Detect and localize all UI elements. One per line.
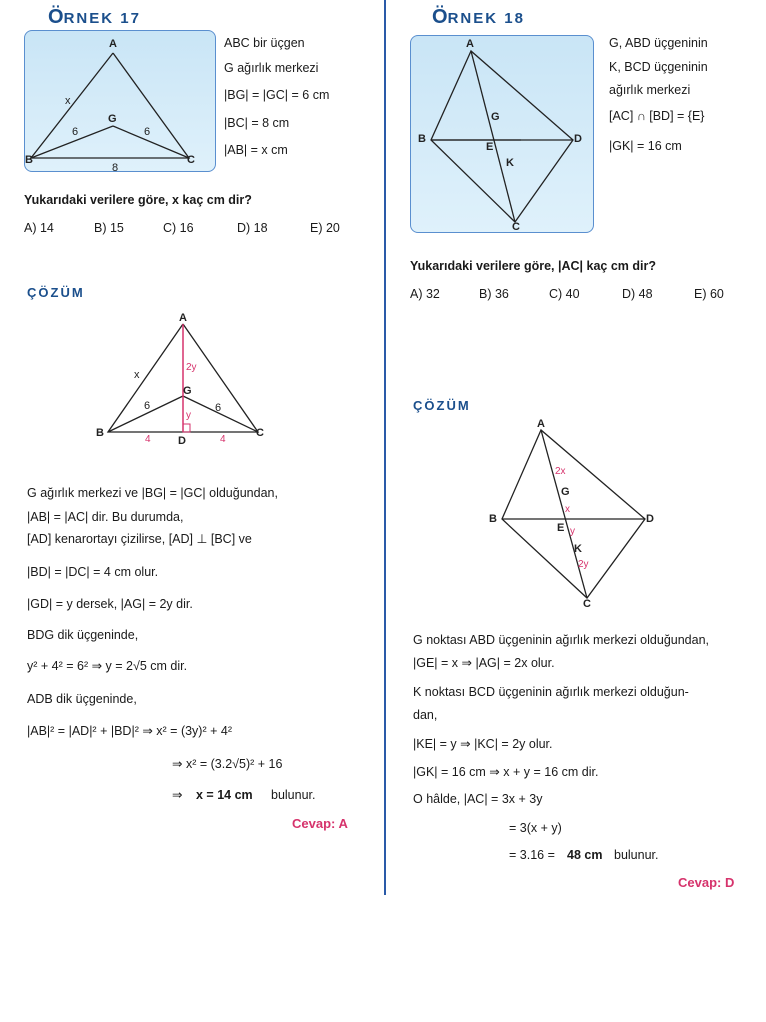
sol17-line-6: BDG dik üçgeninde,: [27, 628, 139, 642]
sol17-line-9: |AB|² = |AD|² + |BD|² ⇒ x² = (3y)² + 4²: [27, 724, 232, 738]
sol18-line-1: G noktası ABD üçgeninin ağırlık merkezi olduğundan,: [413, 633, 710, 647]
q-vertex-a: A: [466, 38, 474, 50]
example-18-title: ÖRNEK 18: [432, 6, 525, 28]
sol18-line-8: = 3(x + y): [509, 821, 562, 835]
sol-side-x: x: [134, 369, 140, 381]
s-vertex-b: B: [489, 513, 497, 525]
sol17-line-2: |AB| = |AC| dir. Bu durumda,: [27, 510, 184, 524]
s-point-g: G: [561, 486, 570, 498]
sol18-line-7: O hâlde, |AC| = 3x + 3y: [413, 792, 543, 806]
sol17-line-8: ADB dik üçgeninde,: [27, 692, 137, 706]
sol-vertex-b: B: [96, 427, 104, 439]
option-d: D) 18: [237, 221, 268, 235]
sol17-line-5: |GD| = y dersek, |AG| = 2y dir.: [27, 597, 193, 611]
option-a: A) 14: [24, 221, 54, 235]
solution-17-title: ÇÖZÜM: [27, 285, 85, 300]
sol18-line-3: K noktası BCD üçgeninin ağırlık merkezi olduğun-: [413, 685, 689, 699]
vertex-a-label: A: [109, 38, 117, 50]
s-point-e: E: [557, 522, 565, 534]
quadrilateral-abcd-figure: [411, 36, 593, 232]
option-b: B) 15: [94, 221, 124, 235]
q-vertex-c: C: [512, 221, 520, 232]
sol17-arrow: ⇒: [172, 788, 183, 802]
given18-line-2: K, BCD üçgeninin: [609, 60, 708, 74]
sol-ag-2y: 2y: [186, 362, 197, 373]
solution-18-figure: [480, 416, 670, 611]
q-vertex-b: B: [418, 133, 426, 145]
question-17: Yukarıdaki verilere göre, x kaç cm dir?: [24, 193, 252, 207]
vertex-c-label: C: [187, 154, 195, 166]
sol17-line-10: ⇒ x² = (3.2√5)² + 16: [172, 757, 283, 771]
example-17-figure-box: [24, 30, 216, 172]
sol-point-d: D: [178, 435, 186, 447]
given-line-2: G ağırlık merkezi: [224, 61, 319, 75]
s-vertex-a: A: [537, 418, 545, 430]
example-18-figure-box: [410, 35, 594, 233]
sol17-result-suffix: bulunur.: [271, 788, 316, 802]
given18-line-1: G, ABD üçgeninin: [609, 36, 708, 50]
s-ge-x: x: [565, 504, 570, 515]
given-line-1: ABC bir üçgen: [224, 36, 305, 50]
s-ag-2x: 2x: [555, 466, 566, 477]
option18-b: B) 36: [479, 287, 509, 301]
sol18-line-5: |KE| = y ⇒ |KC| = 2y olur.: [413, 737, 553, 751]
given18-line-4: [AC] ∩ [BD] = {E}: [609, 109, 705, 123]
sol-vertex-c: C: [256, 427, 264, 439]
solution-17-figure: [90, 308, 270, 448]
sol-centroid-g: G: [183, 385, 192, 397]
q-point-e: E: [486, 141, 494, 153]
solution-18-title: ÇÖZÜM: [413, 398, 471, 413]
sol18-line-4: dan,: [413, 708, 438, 722]
s-kc-2y: 2y: [578, 559, 589, 570]
sol18-result-suffix: bulunur.: [614, 848, 659, 862]
bc-length-label: 8: [112, 162, 119, 171]
column-divider: [384, 0, 386, 895]
sol-gc-six: 6: [215, 402, 222, 414]
gc-length-label: 6: [144, 126, 151, 138]
given-line-4: |BC| = 8 cm: [224, 116, 290, 130]
option-e: E) 20: [310, 221, 340, 235]
answer-17: Cevap: A: [292, 816, 348, 831]
sol18-line-9: = 3.16 =: [509, 848, 555, 862]
option18-c: C) 40: [549, 287, 580, 301]
s-vertex-d: D: [646, 513, 654, 525]
q-vertex-d: D: [574, 133, 582, 145]
sol-bg-six: 6: [144, 400, 151, 412]
answer-18: Cevap: D: [678, 875, 735, 890]
q-point-g: G: [491, 111, 500, 123]
option-c: C) 16: [163, 221, 194, 235]
given-line-5: |AB| = x cm: [224, 143, 288, 157]
vertex-b-label: B: [25, 154, 33, 166]
given18-line-3: ağırlık merkezi: [609, 83, 691, 97]
s-ek-y: y: [570, 526, 575, 537]
option18-e: E) 60: [694, 287, 724, 301]
option18-a: A) 32: [410, 287, 440, 301]
bg-length-label: 6: [72, 126, 79, 138]
s-point-k: K: [574, 543, 582, 555]
sol17-line-1: G ağırlık merkezi ve |BG| = |GC| olduğundan,: [27, 486, 278, 500]
sol-gd-y: y: [186, 410, 191, 421]
sol17-line-4: |BD| = |DC| = 4 cm olur.: [27, 565, 159, 579]
given18-line-5: |GK| = 16 cm: [609, 139, 682, 153]
question-18: Yukarıdaki verilere göre, |AC| kaç cm dir?: [410, 259, 656, 273]
option18-d: D) 48: [622, 287, 653, 301]
s-vertex-c: C: [583, 598, 591, 610]
sol-dc-four: 4: [220, 434, 226, 445]
side-x-label: x: [65, 95, 71, 107]
q-point-k: K: [506, 157, 514, 169]
triangle-abc-figure: [25, 31, 215, 171]
sol18-result: 48 cm: [567, 848, 603, 862]
sol-bd-four: 4: [145, 434, 151, 445]
given-line-3: |BG| = |GC| = 6 cm: [224, 88, 330, 102]
sol18-line-2: |GE| = x ⇒ |AG| = 2x olur.: [413, 656, 555, 670]
sol17-line-3: [AD] kenarortayı çizilirse, [AD] ⊥ [BC] ve: [27, 532, 252, 546]
centroid-g-label: G: [108, 113, 117, 125]
sol18-line-6: |GK| = 16 cm ⇒ x + y = 16 cm dir.: [413, 765, 599, 779]
sol17-result: x = 14 cm: [196, 788, 253, 802]
sol-vertex-a: A: [179, 312, 187, 324]
sol17-line-7: y² + 4² = 6² ⇒ y = 2√5 cm dir.: [27, 659, 188, 673]
example-17-title: ÖRNEK 17: [48, 6, 141, 28]
